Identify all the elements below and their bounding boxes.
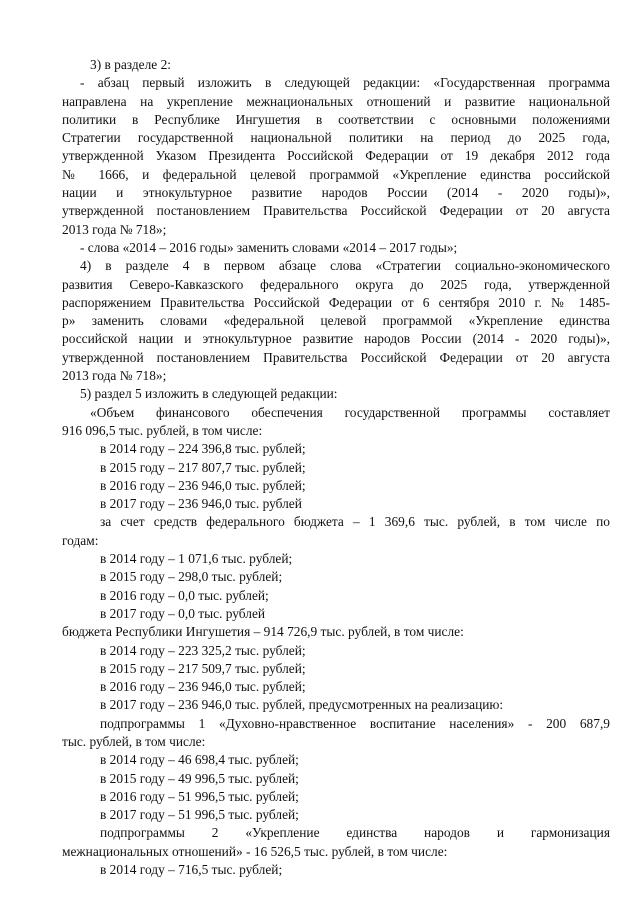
year-amount: в 2016 году – 236 946,0 тыс. рублей; [100, 477, 306, 493]
text-line: российской нации и этнокультурное развитие народов России (2014 - 2020 годы)», [62, 331, 610, 347]
text-line: распоряжением Правительства Российской Федерации от 6 сентября 2010 г. № 1485- [62, 294, 610, 310]
year-amount: в 2015 году – 217 509,7 тыс. рублей; [100, 660, 306, 676]
text-line: тыс. рублей, в том числе: [62, 733, 206, 749]
text-line: бюджета Республики Ингушетия – 914 726,9 тыс. рублей, в том числе: [62, 624, 464, 640]
text-line: «Объем финансового обеспечения государственной программы составляет [90, 404, 610, 420]
text-line: р» заменить словами «федеральной целевой программой «Укрепление единства [62, 313, 610, 329]
text-line: подпрограммы 1 «Духовно-нравственное воспитание населения» - 200 687,9 [100, 715, 610, 731]
text-line: утвержденной Указом Президента Российской Федерации от 19 декабря 2012 года [62, 148, 610, 164]
text-line: подпрограммы 2 «Укрепление единства народов и гармонизация [100, 825, 610, 841]
text-line: утвержденной постановлением Правительства Российской Федерации от 20 августа [62, 203, 610, 219]
year-amount: в 2017 году – 236 946,0 тыс. рублей, предусмотренных на реализацию: [100, 697, 504, 713]
text-line: нации и этнокультурное развитие народов России (2014 - 2020 годы)», [62, 185, 610, 201]
list-item-3: 3) в разделе 2: [90, 57, 172, 72]
text-line: - слова «2014 – 2016 годы» заменить словами «2014 – 2017 годы»; [80, 239, 458, 255]
year-amount: в 2014 году – 223 325,2 тыс. рублей; [100, 642, 306, 658]
text-line: межнациональных отношений» - 16 526,5 тыс. рублей, в том числе: [62, 843, 448, 859]
year-amount: в 2017 году – 0,0 тыс. рублей [100, 605, 266, 621]
year-amount: в 2017 году – 51 996,5 тыс. рублей; [100, 807, 299, 823]
text-line: Стратегии государственной национальной политики на период до 2025 года, [62, 130, 610, 146]
list-item-5: 5) раздел 5 изложить в следующей редакции: [80, 386, 338, 402]
text-line: - абзац первый изложить в следующей редакции: «Государственная программа [80, 75, 610, 91]
year-amount: в 2016 году – 51 996,5 тыс. рублей; [100, 788, 299, 804]
year-amount: в 2015 году – 298,0 тыс. рублей; [100, 569, 283, 585]
list-item-4: 4) в разделе 4 в первом абзаце слова «Стратегии социально-экономического [80, 258, 610, 274]
year-amount: в 2016 году – 0,0 тыс. рублей; [100, 587, 269, 603]
text-line: годам: [62, 532, 99, 548]
text-line: 916 096,5 тыс. рублей, в том числе: [62, 422, 263, 438]
text-line: утвержденной постановлением Правительства Российской Федерации от 20 августа [62, 349, 610, 365]
text-line: за счет средств федерального бюджета – 1 369,6 тыс. рублей, в том числе по [100, 514, 610, 530]
year-amount: в 2017 году – 236 946,0 тыс. рублей [100, 496, 302, 512]
text-line: политики в Республике Ингушетия в соответствии с основными положениями [62, 111, 610, 127]
year-amount: в 2014 году – 224 396,8 тыс. рублей; [100, 441, 306, 457]
year-amount: в 2014 году – 1 071,6 тыс. рублей; [100, 551, 293, 567]
text-line: направлена на укрепление межнациональных отношений и развитие национальной [62, 93, 610, 109]
year-amount: в 2014 году – 716,5 тыс. рублей; [100, 862, 283, 878]
text-line: 2013 года № 718»; [62, 221, 167, 237]
year-amount: в 2016 году – 236 946,0 тыс. рублей; [100, 679, 306, 695]
year-amount: в 2015 году – 217 807,7 тыс. рублей; [100, 459, 306, 475]
text-line: 2013 года № 718»; [62, 368, 167, 384]
document-page [62, 56, 610, 879]
year-amount: в 2015 году – 49 996,5 тыс. рублей; [100, 770, 299, 786]
year-amount: в 2014 году – 46 698,4 тыс. рублей; [100, 752, 299, 768]
text-line: развития Северо-Кавказского федерального округа до 2025 года, утвержденной [62, 276, 610, 292]
text-line: № 1666, и федеральной целевой программой «Укрепление единства российской [62, 166, 610, 182]
